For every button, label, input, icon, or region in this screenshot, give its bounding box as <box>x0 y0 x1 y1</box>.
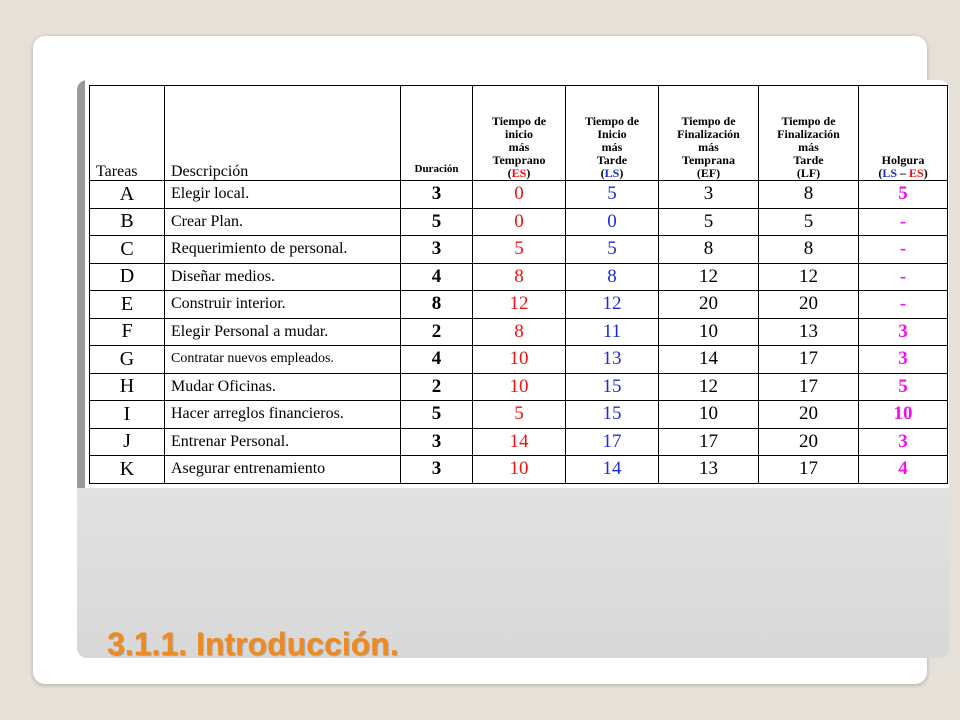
header-ls-abbr: LS <box>604 166 620 180</box>
table-row <box>90 401 948 429</box>
header-slack: Holgura (LS – ES) <box>859 86 948 181</box>
table-row <box>90 236 948 264</box>
cell-slack: - <box>859 291 948 319</box>
table-row <box>90 181 948 209</box>
cell-ls: 17 <box>566 428 659 456</box>
cell-task: E <box>90 291 165 319</box>
table-image <box>77 80 949 488</box>
cell-slack: 3 <box>859 428 948 456</box>
cell-lf: 20 <box>759 291 859 319</box>
cell-description: Requerimiento de personal. <box>165 236 401 264</box>
cell-duration: 8 <box>401 291 473 319</box>
cell-description: Entrenar Personal. <box>165 428 401 456</box>
cell-lf: 20 <box>759 428 859 456</box>
cell-lf: 17 <box>759 456 859 484</box>
cell-lf: 8 <box>759 236 859 264</box>
header-lf: Tiempo de Finalización más Tarde (LF) <box>759 86 859 181</box>
cell-lf: 5 <box>759 208 859 236</box>
table-row <box>90 263 948 291</box>
cell-ef: 14 <box>659 346 759 374</box>
cell-task: C <box>90 236 165 264</box>
cell-lf: 17 <box>759 346 859 374</box>
cell-ls: 8 <box>566 263 659 291</box>
cell-es: 12 <box>473 291 566 319</box>
table-row <box>90 318 948 346</box>
cell-ef: 13 <box>659 456 759 484</box>
cell-es: 10 <box>473 346 566 374</box>
cell-ls: 13 <box>566 346 659 374</box>
cell-es: 10 <box>473 373 566 401</box>
cell-description: Contratar nuevos empleados. <box>165 346 401 374</box>
cell-description: Mudar Oficinas. <box>165 373 401 401</box>
cell-lf: 17 <box>759 373 859 401</box>
cell-ls: 5 <box>566 236 659 264</box>
cell-task: K <box>90 456 165 484</box>
cell-ls: 11 <box>566 318 659 346</box>
cell-slack: 4 <box>859 456 948 484</box>
cell-slack: - <box>859 236 948 264</box>
cell-description: Elegir Personal a mudar. <box>165 318 401 346</box>
cell-es: 8 <box>473 318 566 346</box>
table-row <box>90 428 948 456</box>
table-row <box>90 346 948 374</box>
cell-es: 0 <box>473 208 566 236</box>
header-ls: Tiempo de Inicio más Tarde (LS) <box>566 86 659 181</box>
cell-duration: 2 <box>401 373 473 401</box>
cell-description: Elegir local. <box>165 181 401 209</box>
cell-duration: 4 <box>401 263 473 291</box>
cell-duration: 5 <box>401 401 473 429</box>
cell-slack: - <box>859 263 948 291</box>
cell-description: Construir interior. <box>165 291 401 319</box>
cell-description: Hacer arreglos financieros. <box>165 401 401 429</box>
content-panel <box>77 80 949 658</box>
cell-lf: 12 <box>759 263 859 291</box>
cell-es: 14 <box>473 428 566 456</box>
cell-duration: 4 <box>401 346 473 374</box>
cell-es: 8 <box>473 263 566 291</box>
header-task: Tareas <box>90 86 165 181</box>
cell-description: Crear Plan. <box>165 208 401 236</box>
cell-duration: 3 <box>401 236 473 264</box>
table-row <box>90 208 948 236</box>
cell-duration: 3 <box>401 181 473 209</box>
cell-task: H <box>90 373 165 401</box>
table-row <box>90 373 948 401</box>
cell-duration: 5 <box>401 208 473 236</box>
cell-lf: 20 <box>759 401 859 429</box>
header-duration: Duración <box>401 86 473 181</box>
cell-description: Asegurar entrenamiento <box>165 456 401 484</box>
cell-slack: 5 <box>859 373 948 401</box>
table-row <box>90 456 948 484</box>
cell-es: 0 <box>473 181 566 209</box>
cell-slack: 3 <box>859 346 948 374</box>
header-es: Tiempo de inicio más Temprano (ES) <box>473 86 566 181</box>
cell-ls: 15 <box>566 401 659 429</box>
cell-es: 10 <box>473 456 566 484</box>
cell-ef: 12 <box>659 263 759 291</box>
slide <box>33 36 927 684</box>
cell-duration: 3 <box>401 456 473 484</box>
cell-ef: 3 <box>659 181 759 209</box>
header-description: Descripción <box>165 86 401 181</box>
cell-ls: 12 <box>566 291 659 319</box>
cell-ef: 17 <box>659 428 759 456</box>
cell-task: D <box>90 263 165 291</box>
cell-es: 5 <box>473 236 566 264</box>
cell-lf: 8 <box>759 181 859 209</box>
cell-ef: 20 <box>659 291 759 319</box>
cell-ef: 12 <box>659 373 759 401</box>
table-row <box>90 291 948 319</box>
cell-task: G <box>90 346 165 374</box>
cell-slack: 3 <box>859 318 948 346</box>
cell-ls: 14 <box>566 456 659 484</box>
cell-slack: 10 <box>859 401 948 429</box>
header-es-abbr: ES <box>511 166 527 180</box>
cell-ef: 8 <box>659 236 759 264</box>
header-ef: Tiempo de Finalización más Temprana (EF) <box>659 86 759 181</box>
cell-ef: 10 <box>659 318 759 346</box>
cell-task: J <box>90 428 165 456</box>
cell-task: A <box>90 181 165 209</box>
cell-task: I <box>90 401 165 429</box>
schedule-table <box>89 85 948 484</box>
cell-slack: 5 <box>859 181 948 209</box>
cell-task: F <box>90 318 165 346</box>
cell-duration: 3 <box>401 428 473 456</box>
cell-ls: 5 <box>566 181 659 209</box>
cell-ef: 5 <box>659 208 759 236</box>
cell-description: Diseñar medios. <box>165 263 401 291</box>
cell-ef: 10 <box>659 401 759 429</box>
cell-es: 5 <box>473 401 566 429</box>
table-header-row <box>90 86 948 181</box>
cell-task: B <box>90 208 165 236</box>
slide-title: 3.1.1. Introducción. <box>107 626 399 662</box>
cell-ls: 15 <box>566 373 659 401</box>
cell-slack: - <box>859 208 948 236</box>
cell-duration: 2 <box>401 318 473 346</box>
cell-ls: 0 <box>566 208 659 236</box>
cell-lf: 13 <box>759 318 859 346</box>
